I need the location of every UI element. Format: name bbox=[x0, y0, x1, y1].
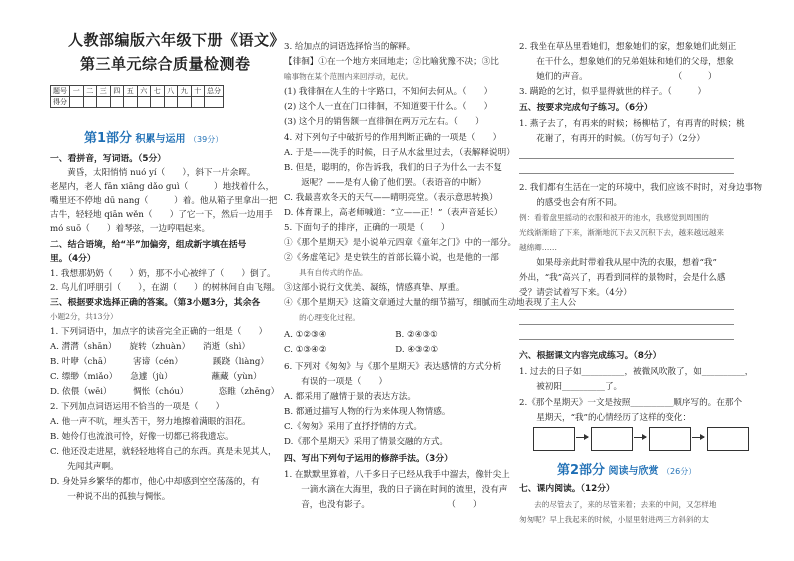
question-line: A. 于是——洗手的时候，日子从水盆里过去，（表解释说明） bbox=[284, 148, 515, 158]
score-input-cell[interactable] bbox=[205, 97, 224, 108]
question-line: 喻事物在某个范围内来回浮动，起伏。 bbox=[284, 72, 414, 81]
question-line: (2) 这个人一直在门口徘徊，不知道要干什么。（ ） bbox=[284, 102, 493, 112]
question-line: 光线渐渐暗了下来，渐渐地沉下去又沉积下去，越来越远越来 bbox=[519, 228, 725, 237]
question-line: (3) 这个月的销售额一直徘徊在两万元左右。（ ） bbox=[284, 117, 484, 127]
mood-box[interactable] bbox=[707, 427, 749, 451]
section-heading: 里。（4分） bbox=[50, 254, 96, 264]
score-header-cell: 四 bbox=[110, 86, 124, 97]
question-line: B. 但是，聪明的，你告诉我，我们的日子为什么一去不复 bbox=[284, 163, 503, 173]
score-label-cell: 得分 bbox=[51, 97, 70, 108]
question-line: 星期天，“我”的心情经历了这样的变化： bbox=[519, 413, 692, 423]
question-line: 2.《那个星期天》一文是按照__________顺序写的。在那个 bbox=[519, 398, 743, 408]
score-input-cell[interactable] bbox=[70, 97, 84, 108]
question-line: mó suō（ ）着琴弦，一边哼唱起来。 bbox=[50, 224, 211, 234]
score-input-cell[interactable] bbox=[191, 97, 205, 108]
part1-score: （39分） bbox=[189, 135, 224, 144]
exam-title-line1: 人教部编版六年级下册《语文》 bbox=[68, 31, 286, 49]
question-line: 老屋内，老人 fān xiāng dǎo guì（ ）地找着什么， bbox=[50, 182, 275, 192]
score-header-cell: 十 bbox=[191, 86, 205, 97]
question-line: 古牛，轻轻地 qiān wěn（ ）了它一下，然后一边用手 bbox=[50, 210, 273, 220]
question-line: 6. 下列对《匆匆》与《那个星期天》表达感情的方式分析 bbox=[284, 362, 502, 372]
section-heading: 一、看拼音，写词语。（5分） bbox=[50, 154, 167, 164]
question-line: 去的尽管去了，来的尽管来着；去来的中间，又怎样地 bbox=[519, 500, 717, 509]
right-column bbox=[519, 0, 762, 561]
section-heading: 四、写出下列句子运用的修辞手法。（3分） bbox=[284, 454, 453, 464]
question-line: 1. 下列词语中，加点字的读音完全正确的一组是（ ） bbox=[50, 327, 268, 337]
part2-score: （26分） bbox=[662, 467, 697, 476]
question-line: 具有自传式的作品。 bbox=[284, 268, 368, 277]
question-line: C. 我最喜欢冬天的天气——晴明亮堂。（表示意思转换） bbox=[284, 193, 498, 203]
question-line: 一种说不出的孤独与惆怅。 bbox=[50, 492, 171, 502]
question-line: 的心理变化过程。 bbox=[284, 313, 360, 322]
mood-box[interactable] bbox=[533, 427, 575, 451]
question-line: ④《那个星期天》这篇文章通过大量的细节描写，细腻而生动地表现了主人公 bbox=[284, 298, 577, 308]
question-line: D.《那个星期天》采用了情景交融的方式。 bbox=[284, 437, 449, 447]
section-heading: 七、课内阅读。（12分） bbox=[519, 484, 615, 494]
question-line: A. 他一声不吭，埋头苦干，努力地擦着满眼的泪花。 bbox=[50, 417, 251, 427]
score-header-cell: 六 bbox=[137, 86, 151, 97]
question-line: 2. 下列加点词语运用不恰当的一项是（ ） bbox=[50, 402, 225, 412]
question-line: D. 体育课上，高老师喊道：“立——正！”（表声音延长） bbox=[284, 208, 503, 218]
arrow-icon bbox=[576, 437, 588, 438]
question-line: A. ①②③④ B. ②④③① bbox=[284, 330, 438, 340]
answer-line bbox=[519, 324, 734, 325]
answer-line bbox=[519, 339, 734, 340]
score-header-cell: 二 bbox=[83, 86, 97, 97]
mood-box[interactable] bbox=[591, 427, 633, 451]
question-line: ③这部小说行文优美、凝练，情感真挚、厚重。 bbox=[284, 283, 465, 293]
score-header-cell: 七 bbox=[151, 86, 165, 97]
section-heading: 六、根据课文内容完成练习。（8分） bbox=[519, 351, 662, 361]
score-header-cell: 九 bbox=[178, 86, 192, 97]
question-line: 5. 下面句子的排序，正确的一项是（ ） bbox=[284, 223, 450, 233]
score-input-cell[interactable] bbox=[151, 97, 165, 108]
arrow-icon bbox=[634, 437, 646, 438]
score-header-cell: 八 bbox=[164, 86, 178, 97]
question-line: C. 他还没走进屋，就轻轻地将自己的东西。真是未见其人， bbox=[50, 447, 277, 457]
question-line: C.《匆匆》采用了直抒抒情的方式。 bbox=[284, 422, 422, 432]
question-line: 1. 过去的日子如__________，被微风吹散了，如__________， bbox=[519, 367, 754, 377]
question-line: 2. 我坐在草丛里看她们，想象她们的家，想象她们此刻正 bbox=[519, 42, 737, 52]
question-line: 1. 在默默里算着，八千多日子已经从我手中溜去，像针尖上 bbox=[284, 470, 510, 480]
score-header-cell: 总分 bbox=[205, 86, 224, 97]
score-input-cell[interactable] bbox=[178, 97, 192, 108]
question-line: 4. 对下列句子中破折号的作用判断正确的一项是（ ） bbox=[284, 133, 502, 143]
answer-line bbox=[519, 309, 734, 310]
left-column bbox=[50, 0, 286, 561]
question-line: 受？请尝试着写下来。（4分） bbox=[519, 288, 632, 298]
question-line: 【徘徊】①在一个地方来回地走；②比喻犹豫不决；③比 bbox=[284, 57, 499, 67]
question-line: 她们的声音。 （ ） bbox=[519, 72, 717, 82]
question-line: 一滴水滴在大海里，我的日子滴在时间的流里，没有声 bbox=[284, 485, 508, 495]
part1-header bbox=[84, 127, 223, 146]
question-line: 3. 给加点的词语选择恰当的解释。 bbox=[284, 42, 416, 52]
question-line: 音，也没有影子。 （ ） bbox=[284, 500, 482, 510]
question-line: 先闻其声啊。 bbox=[50, 462, 119, 472]
question-line: 匆匆呢？早上我起来的时候，小屋里射进两三方斜斜的太 bbox=[519, 515, 709, 524]
question-line: B. 都通过描写人物的行为来体现人物情感。 bbox=[284, 407, 451, 417]
question-line: 1. 燕子去了，有再来的时候；杨柳枯了，有再青的时候；桃 bbox=[519, 119, 745, 129]
score-header-cell: 三 bbox=[97, 86, 111, 97]
question-line: 嘴里还不停地 dū nang（ ）着。他从箱子里拿出一把 bbox=[50, 196, 278, 206]
question-line: D. 身处异乡繁华的都市，他心中却感到空空荡荡的，有 bbox=[50, 477, 260, 487]
question-line: 2. 鸟儿们呼朋引（ ），在湖（ ）的树林间自由飞翔。 bbox=[50, 283, 281, 293]
part2-header bbox=[557, 459, 696, 478]
question-line: C. 缥缈（miǎo） 急遽（jù） 蘸藏（yùn） bbox=[50, 372, 262, 382]
score-input-cell[interactable] bbox=[110, 97, 124, 108]
part1-number: 第1部分 bbox=[84, 131, 133, 146]
question-line: 有误的一项是（ ） bbox=[284, 377, 388, 387]
question-line: ①《那个星期天》是小说单元四章《童年之门》中的一部分。 bbox=[284, 238, 517, 248]
question-line: 的感受也会有所不同。 bbox=[519, 198, 623, 208]
question-line: 2. 我们都有生活在一定的环境中，我们应该不时时，对身边事物 bbox=[519, 183, 762, 193]
question-line: 返呢？——是有人偷了他们罢。（表语音的中断） bbox=[284, 178, 486, 188]
part2-name: 阅读与欣赏 bbox=[608, 466, 659, 477]
section-heading: 三、根据要求选择正确的答案。（第3小题3分，其余各 bbox=[50, 298, 261, 308]
question-line: 1. 我想那奶奶（ ）奶，那不小心被绊了（ ）倒了。 bbox=[50, 269, 276, 279]
score-table bbox=[50, 85, 224, 108]
question-line: 小题2分，共13分） bbox=[50, 312, 118, 321]
section-heading: 五、按要求完成句子练习。（6分） bbox=[519, 103, 653, 113]
part2-number: 第2部分 bbox=[557, 463, 606, 478]
question-line: ②《务虚笔记》是史铁生的首部长篇小说，也是他的一部 bbox=[284, 253, 499, 263]
score-header-cell: 题号 bbox=[51, 86, 70, 97]
question-line: (1) 我徘徊在人生的十字路口，不知何去何从。（ ） bbox=[284, 87, 493, 97]
question-line: A. 潸潸（shān） 旋转（zhuàn） 消逝（shì） bbox=[50, 342, 251, 352]
question-line: 3. 蹒跄的乞讨，似乎显得就世的样子。（ ） bbox=[519, 87, 707, 97]
question-line: C. ①③④② D. ④③②① bbox=[284, 345, 439, 355]
question-line: 花谢了，有再开的时候。（仿写句子）（2分） bbox=[519, 134, 705, 144]
question-line: 外出，“我”高兴了，再看到同样的景物时，会是什么感 bbox=[519, 273, 726, 283]
question-line: A. 都采用了融情于景的表达方法。 bbox=[284, 392, 416, 402]
mood-box[interactable] bbox=[649, 427, 691, 451]
score-header-cell: 五 bbox=[124, 86, 138, 97]
score-input-cell[interactable] bbox=[124, 97, 138, 108]
question-line: B. 她伶仃也流浪可怜，好像一切都已将我遗忘。 bbox=[50, 432, 234, 442]
answer-line bbox=[519, 173, 734, 174]
question-line: 如果母亲此时带着我从屋中洗的衣服，想着“我” bbox=[519, 258, 717, 268]
arrow-icon bbox=[692, 437, 704, 438]
exam-title-line2: 第三单元综合质量检测卷 bbox=[80, 55, 251, 73]
score-input-cell[interactable] bbox=[83, 97, 97, 108]
question-line: D. 依偎（wēi） 惆怅（chóu） 恣睢（zhēng） bbox=[50, 387, 280, 397]
score-header-cell: 一 bbox=[70, 86, 84, 97]
question-line: 在干什么，想象她们的兄弟姐妹和她们的父母，想象 bbox=[519, 57, 734, 67]
section-heading: 二、结合语境，给“半”加偏旁，组成新字填在括号 bbox=[50, 240, 247, 250]
question-line: 越绵卿…… bbox=[519, 243, 557, 252]
score-input-cell[interactable] bbox=[137, 97, 151, 108]
score-input-cell[interactable] bbox=[97, 97, 111, 108]
question-line: 被初阳__________了。 bbox=[519, 382, 623, 392]
question-line: B. 叶咿（chā） 害谛（cén） 蹊跷（liàng） bbox=[50, 357, 270, 367]
question-line: 黄昏，太阳悄悄 nuó yí（ ），斜下一片余晖。 bbox=[50, 168, 256, 178]
score-input-cell[interactable] bbox=[164, 97, 178, 108]
answer-line bbox=[519, 158, 734, 159]
part1-name: 积累与运用 bbox=[135, 134, 186, 145]
question-line: 例：看着盘里摇动的衣服和被开的池水，我感觉到周围的 bbox=[519, 213, 709, 222]
